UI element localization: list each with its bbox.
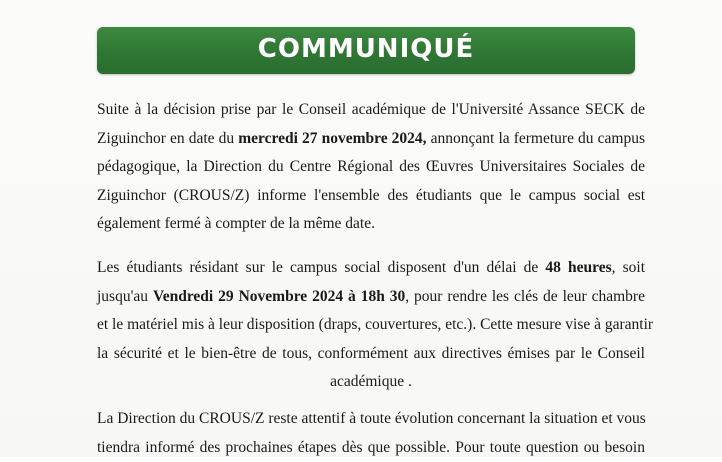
text-line [97,283,645,312]
text-line: La Direction du CROUS/Z reste attentif à toute évolution concernant la situation et vous [97,405,645,434]
text-line: Suite à la décision prise par le Conseil académique de l'Université Assance SECK de [97,96,645,125]
text-span: Les étudiants résidant sur le campus social disposent d'un délai de [97,259,545,276]
text-line: et le matériel mis à leur disposition (draps, couvertures, etc.). Cette mesure vise à garantir [97,311,645,340]
paragraph-decision [97,96,645,239]
text-span: , soit [612,259,645,276]
title-banner [97,27,635,74]
text-span: jusqu'au [97,288,153,305]
text-line: académique . [97,368,645,397]
text-line: pédagogique, la Direction du Centre Régional des Œuvres Universitaires Sociales de [97,153,645,182]
text-line: Ziguinchor (CROUS/Z) informe l'ensemble des étudiants que le campus social est [97,182,645,211]
text-span: , pour rendre les clés de leur chambre [405,288,645,305]
page-title: COMMUNIQUÉ [258,34,474,64]
duration-emphasis: 48 heures [545,259,611,276]
text-line: la sécurité et le bien-être de tous, conformément aux directives émises par le Conseil [97,340,645,369]
paragraph-deadline [97,254,645,397]
text-line [97,254,645,283]
text-line: tiendra informé des prochaines étapes dès que possible. Pour toute question ou besoin [97,434,645,462]
deadline-emphasis: Vendredi 29 Novembre 2024 à 18h 30 [153,288,405,305]
text-line: également fermé à compter de la même date. [97,210,645,239]
text-line [97,125,645,154]
text-span: annonçant la fermeture du campus [427,130,645,147]
text-span: Ziguinchor en date du [97,130,238,147]
paragraph-follow-up [97,405,645,462]
date-emphasis: mercredi 27 novembre 2024, [238,130,426,147]
